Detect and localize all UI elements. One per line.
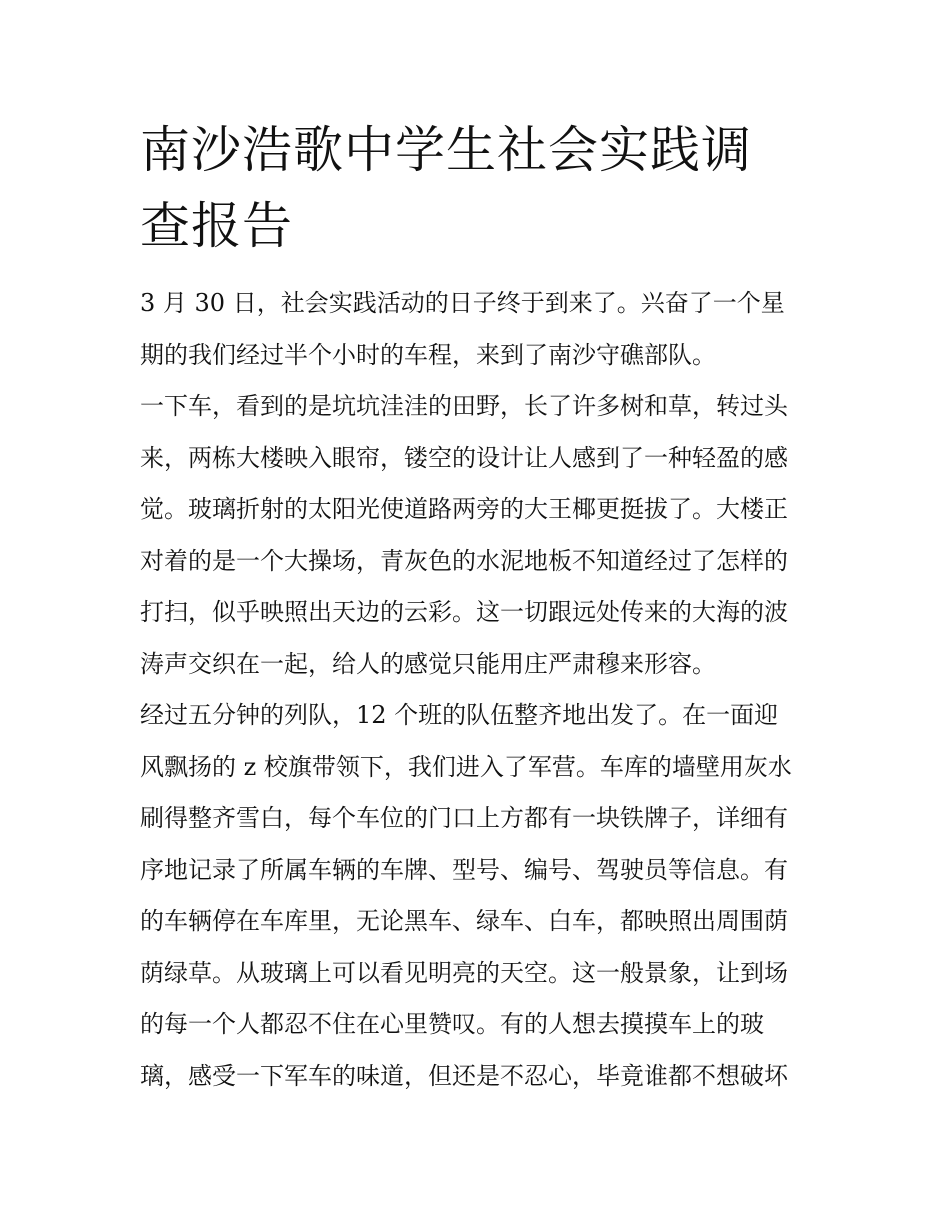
- text-line: 风飘扬的 z 校旗带领下，我们进入了军营。车库的墙壁用灰水: [140, 752, 792, 781]
- text-line: 觉。玻璃折射的太阳光使道路两旁的大王椰更挺拔了。大楼正: [140, 495, 788, 523]
- paragraph-2: [140, 381, 820, 690]
- document-title: 南沙浩歌中学生社会实践调查报告: [140, 121, 752, 255]
- text-line: 对着的是一个大操场，青灰色的水泥地板不知道经过了怎样的: [140, 546, 788, 575]
- text-line: 璃，感受一下军车的味道，但还是不忍心，毕竟谁都不想破坏: [140, 1061, 788, 1090]
- paragraph-1: [140, 278, 820, 381]
- text-line: 一下车，看到的是坑坑洼洼的田野，长了许多树和草，转过头: [140, 392, 788, 420]
- text-line: 经过五分钟的列队，12 个班的队伍整齐地出发了。在一面迎: [140, 701, 779, 729]
- text-line: 的车辆停在车库里，无论黑车、绿车、白车，都映照出周围荫: [140, 907, 788, 935]
- text-line: 来，两栋大楼映入眼帘，镂空的设计让人感到了一种轻盈的感: [140, 443, 788, 472]
- text-line: 期的我们经过半个小时的车程，来到了南沙守礁部队。: [140, 340, 716, 369]
- text-line: 序地记录了所属车辆的车牌、型号、编号、驾驶员等信息。有: [140, 855, 788, 884]
- document-page: [140, 112, 820, 1102]
- text-line: 荫绿草。从玻璃上可以看见明亮的天空。这一般景象，让到场: [140, 958, 788, 987]
- text-line: 的每一个人都忍不住在心里赞叹。有的人想去摸摸车上的玻: [140, 1010, 764, 1038]
- paragraph-3: [140, 690, 820, 1102]
- text-line: 涛声交织在一起，给人的感觉只能用庄严肃穆来形容。: [140, 649, 716, 678]
- text-line: 3 月 30 日，社会实践活动的日子终于到来了。兴奋了一个星: [140, 289, 785, 317]
- text-line: 打扫，似乎映照出天边的云彩。这一切跟远处传来的大海的波: [140, 598, 788, 626]
- text-line: 刷得整齐雪白，每个车位的门口上方都有一块铁牌子，详细有: [140, 804, 788, 832]
